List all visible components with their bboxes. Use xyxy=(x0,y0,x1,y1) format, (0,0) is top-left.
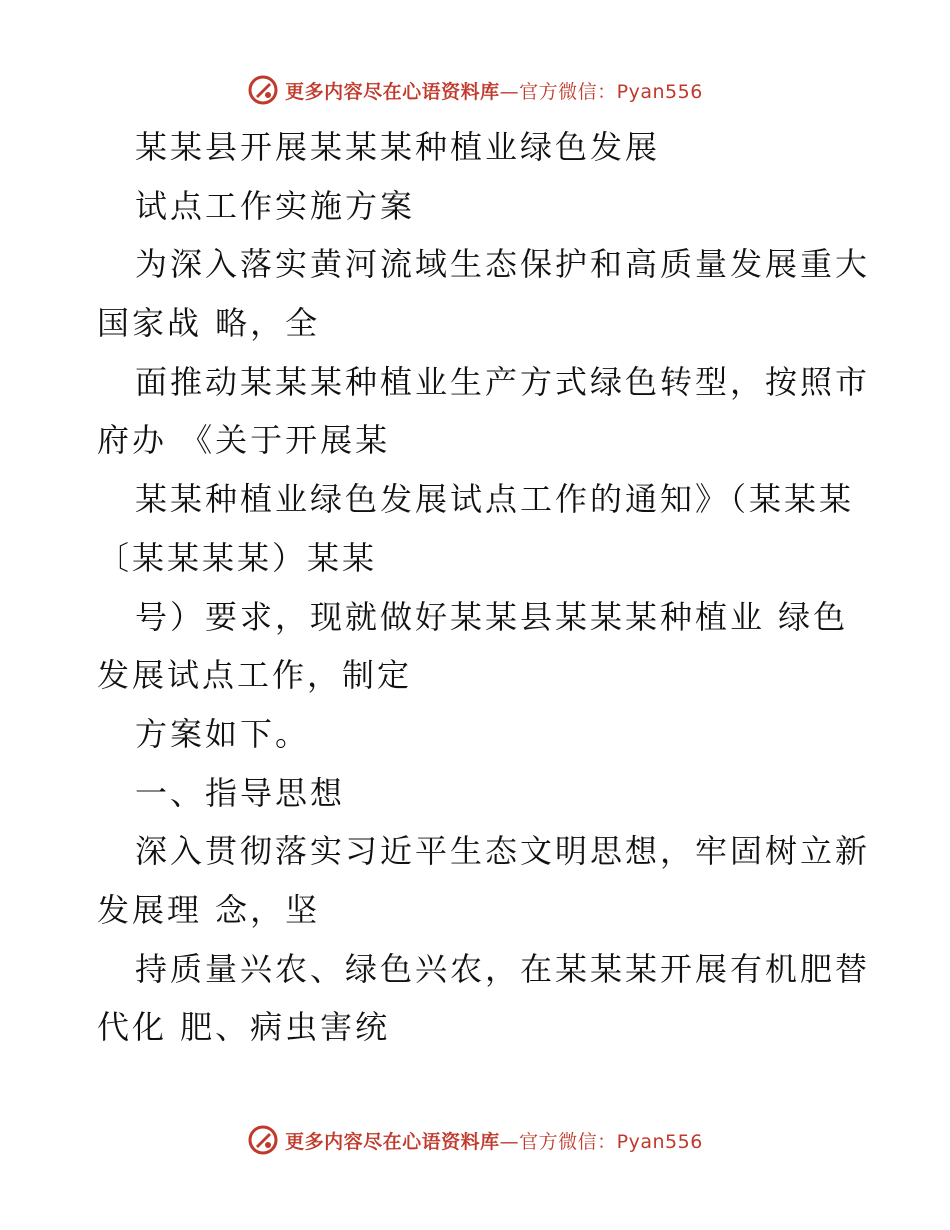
banner-separator: — xyxy=(499,1130,520,1153)
document-body xyxy=(97,118,871,1057)
paragraph-line: 代化 肥、病虫害统 xyxy=(97,1008,391,1047)
banner-text xyxy=(285,77,703,104)
logo-icon xyxy=(247,74,279,106)
paragraph-line: 面推动某某某种植业生产方式绿色转型，按照市 xyxy=(135,362,871,401)
banner-brand: 更多内容尽在心语资料库 xyxy=(285,80,500,103)
paragraph-line: 发展试点工作，制定 xyxy=(97,656,413,695)
banner-text xyxy=(285,1127,703,1154)
paragraph-line: 持质量兴农、绿色兴农，在某某某开展有机肥替 xyxy=(135,949,871,988)
header-banner xyxy=(0,72,950,108)
paragraph-line: 为深入落实黄河流域生态保护和高质量发展重大 xyxy=(135,245,871,284)
paragraph-line: 号）要求，现就做好某某县某某某种植业 绿色 xyxy=(135,597,849,636)
banner-wechat: 官方微信：Pyan556 xyxy=(519,1130,703,1153)
paragraph-line: 某某种植业绿色发展试点工作的通知》（某某某 xyxy=(135,480,855,519)
section-heading: 一、指导思想 xyxy=(135,773,346,812)
paragraph-line: 发展理 念，坚 xyxy=(97,890,321,929)
banner-wechat: 官方微信：Pyan556 xyxy=(519,80,703,103)
banner-separator: — xyxy=(499,80,520,103)
paragraph-line: 方案如下。 xyxy=(135,714,311,753)
paragraph-line: 〔某某某某）某某 xyxy=(97,538,378,577)
doc-title-line-2: 试点工作实施方案 xyxy=(135,186,416,225)
banner-brand: 更多内容尽在心语资料库 xyxy=(285,1130,500,1153)
paragraph-line: 国家战 略，全 xyxy=(97,304,321,343)
doc-title-line-1: 某某县开展某某某种植业绿色发展 xyxy=(135,128,661,166)
paragraph-line: 府办 《关于开展某 xyxy=(97,421,391,460)
logo-icon xyxy=(247,1124,279,1156)
paragraph-line: 深入贯彻落实习近平生态文明思想，牢固树立新 xyxy=(135,832,871,871)
footer-banner xyxy=(0,1122,950,1158)
